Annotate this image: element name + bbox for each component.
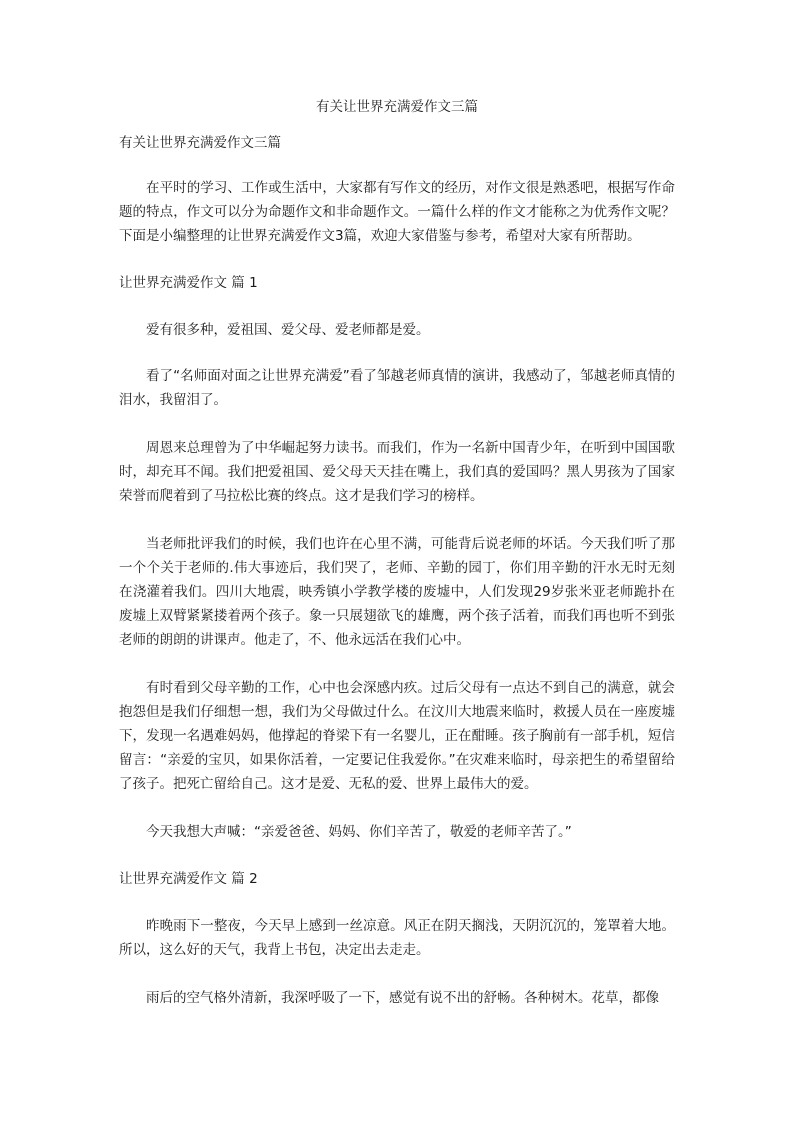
section-1-paragraph: 有时看到父母辛勤的工作，心中也会深感内疚。过后父母有一点达不到自己的满意，就会抱怨但是我们仔细想一想，我们为父母做过什么。在汶川大地震来临时，救援人员在一座废墟下，发现一名遇难妈妈，他撑起的脊梁下有一名婴儿，正在酣睡。孩子胸前有一部手机，短信留言：“亲爱的宝贝，如果你活着，一定要记住我爱你。”在灾难来临时，母亲把生的希望留给了孩子。把死亡留给自己。这才是爱、无私的爱、世界上最伟大的爱。 xyxy=(119,680,675,792)
section-1-paragraph: 看了“名师面对面之让世界充满爱”看了邹越老师真情的演讲，我感动了，邹越老师真情的泪水，我留泪了。 xyxy=(119,368,675,408)
section-1-paragraph: 当老师批评我们的时候，我们也许在心里不满，可能背后说老师的坏话。今天我们听了那一个个关于老师的.伟大事迹后，我们哭了，老师、辛勤的园丁，你们用辛勤的汗水无时无刻在浇灌着我们。四川大地震，映秀镇小学教学楼的废墟中，人们发现29岁张米亚老师跪扑在废墟上双臂紧紧搂着两个孩子。象一只展翅欲飞的雄鹰，两个孩子活着，而我们再也听不到张老师的朗朗的讲课声。他走了，不、他永远活在我们心中。 xyxy=(119,536,675,648)
section-1-paragraph: 今天我想大声喊：“亲爱爸爸、妈妈、你们辛苦了，敬爱的老师辛苦了。” xyxy=(146,824,572,840)
intro-paragraph: 在平时的学习、工作或生活中，大家都有写作文的经历，对作文很是熟悉吧，根据写作命题的特点，作文可以分为命题作文和非命题作文。一篇什么样的作文才能称之为优秀作文呢？下面是小编整理的让世界充满爱作文3篇，欢迎大家借鉴与参考，希望对大家有所帮助。 xyxy=(119,180,675,244)
section-2-heading: 让世界充满爱作文 篇 2 xyxy=(119,871,258,887)
section-2-paragraph: 雨后的空气格外清新，我深呼吸了一下，感觉有说不出的舒畅。各种树木。花草，都像 xyxy=(146,990,659,1006)
section-2-paragraph: 昨晚雨下一整夜，今天早上感到一丝凉意。风正在阴天搁浅，天阴沉沉的，笼罩着大地。所以，这么好的天气，我背上书包，决定出去走走。 xyxy=(119,918,675,958)
document-subtitle: 有关让世界充满爱作文三篇 xyxy=(119,135,281,151)
section-1-heading: 让世界充满爱作文 篇 1 xyxy=(119,275,258,291)
section-1-paragraph: 周恩来总理曾为了中华崛起努力读书。而我们，作为一名新中国青少年，在听到中国国歌时，却充耳不闻。我们把爱祖国、爱父母天天挂在嘴上，我们真的爱国吗？黑人男孩为了国家荣誉而爬着到了马拉松比赛的终点。这才是我们学习的榜样。 xyxy=(119,440,675,504)
document-page xyxy=(119,96,675,1034)
section-1-paragraph: 爱有很多种，爱祖国、爱父母、爱老师都是爱。 xyxy=(146,322,430,338)
document-title: 有关让世界充满爱作文三篇 xyxy=(316,99,478,115)
